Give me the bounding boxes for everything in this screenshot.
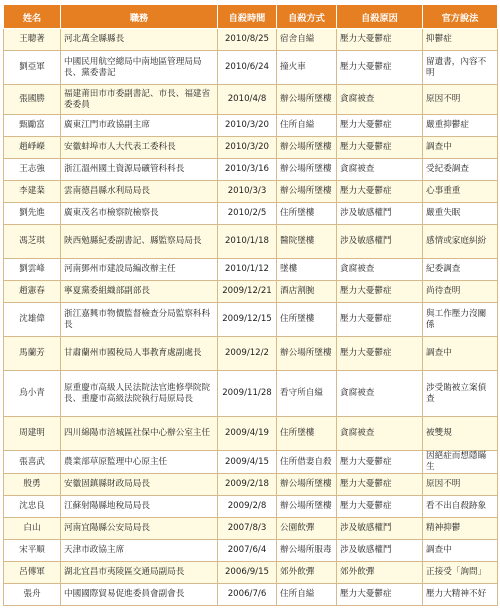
table-row [4, 115, 498, 137]
cell-method: 辦公場所服毒 [277, 540, 337, 562]
cell-official: 原因不明 [423, 85, 498, 115]
cell-official: 受紀委調查 [423, 159, 498, 181]
cell-name: 王聰著 [4, 29, 61, 51]
cell-reason: 郊外飲彈 [337, 562, 423, 584]
cell-position: 河南宜陽縣公安局局長 [61, 518, 218, 540]
cell-name: 宋平順 [4, 540, 61, 562]
cell-reason: 壓力大憂鬱症 [337, 474, 423, 496]
cell-reason: 貪腐被查 [337, 85, 423, 115]
cell-official: 嚴重失眠 [423, 203, 498, 225]
cell-position: 甘肅蘭州市國稅局人事教育處副處長 [61, 337, 218, 371]
cell-date: 2006/7/6 [218, 584, 277, 606]
cell-position: 農業部草原監理中心原主任 [61, 451, 218, 474]
cell-name: 趙憲春 [4, 281, 61, 303]
cell-name: 劉雲峰 [4, 259, 61, 281]
cell-date: 2006/9/15 [218, 562, 277, 584]
cell-reason: 貪腐被查 [337, 159, 423, 181]
officials-table-container [3, 4, 497, 606]
header-position: 職務 [61, 5, 218, 29]
cell-reason: 貪腐被查 [337, 259, 423, 281]
cell-position: 湖北宜昌市夷陵區交通局副局長 [61, 562, 218, 584]
cell-date: 2009/4/15 [218, 451, 277, 474]
cell-method: 看守所自縊 [277, 371, 337, 417]
cell-name: 張喜武 [4, 451, 61, 474]
cell-method: 辦公場所墜樓 [277, 85, 337, 115]
table-row [4, 159, 498, 181]
cell-date: 2010/3/20 [218, 115, 277, 137]
cell-position: 寧夏黨委組織部副部長 [61, 281, 218, 303]
cell-method: 郊外飲彈 [277, 562, 337, 584]
cell-name: 白山 [4, 518, 61, 540]
cell-date: 2010/3/20 [218, 137, 277, 159]
table-row [4, 371, 498, 417]
cell-official: 抑鬱症 [423, 29, 498, 51]
cell-reason: 貪腐被查 [337, 417, 423, 451]
cell-date: 2010/1/12 [218, 259, 277, 281]
cell-name: 沈雄偉 [4, 303, 61, 337]
table-row [4, 203, 498, 225]
cell-official: 嚴重抑鬱症 [423, 115, 498, 137]
cell-position: 安徽固鎮縣財政局局長 [61, 474, 218, 496]
table-row [4, 417, 498, 451]
table-row [4, 181, 498, 203]
table-row [4, 337, 498, 371]
cell-reason: 壓力大憂鬱症 [337, 337, 423, 371]
table-row [4, 474, 498, 496]
cell-method: 住所借妻自殺 [277, 451, 337, 474]
cell-date: 2010/3/16 [218, 159, 277, 181]
header-name: 姓名 [4, 5, 61, 29]
table-row [4, 281, 498, 303]
table-row [4, 451, 498, 474]
cell-reason: 壓力大憂鬱症 [337, 181, 423, 203]
cell-date: 2007/6/4 [218, 540, 277, 562]
cell-method: 辦公場所墜樓 [277, 337, 337, 371]
cell-name: 烏小青 [4, 371, 61, 417]
cell-name: 王志強 [4, 159, 61, 181]
cell-official: 與工作壓力沒關係 [423, 303, 498, 337]
cell-name: 馬蘭芳 [4, 337, 61, 371]
cell-date: 2010/3/3 [218, 181, 277, 203]
cell-date: 2010/2/5 [218, 203, 277, 225]
cell-reason: 壓力大憂鬱症 [337, 115, 423, 137]
cell-reason: 壓力大憂鬱症 [337, 137, 423, 159]
cell-official: 原因不明 [423, 474, 498, 496]
cell-date: 2009/11/28 [218, 371, 277, 417]
cell-date: 2009/2/8 [218, 496, 277, 518]
cell-official: 感情或家庭糾紛 [423, 225, 498, 259]
cell-reason: 貪腐被查 [337, 371, 423, 417]
cell-official: 壓力大精神不好 [423, 584, 498, 606]
cell-official: 涉受賄被立案偵查 [423, 371, 498, 417]
cell-date: 2007/8/3 [218, 518, 277, 540]
cell-name: 周建明 [4, 417, 61, 451]
table-row [4, 540, 498, 562]
cell-position: 雲南德昌縣水利局局長 [61, 181, 218, 203]
cell-position: 江蘇射陽縣地稅局局長 [61, 496, 218, 518]
cell-reason: 壓力大憂鬱症 [337, 584, 423, 606]
table-row [4, 584, 498, 606]
table-row [4, 29, 498, 51]
cell-date: 2010/4/8 [218, 85, 277, 115]
cell-date: 2009/2/18 [218, 474, 277, 496]
table-body [4, 29, 498, 606]
cell-method: 住所自縊 [277, 584, 337, 606]
cell-position: 四川綿陽市涪城區社保中心辦公室主任 [61, 417, 218, 451]
cell-reason: 涉及敏感權鬥 [337, 540, 423, 562]
cell-official: 調查中 [423, 540, 498, 562]
cell-position: 廣東江門市政協副主席 [61, 115, 218, 137]
cell-method: 住所墜樓 [277, 417, 337, 451]
cell-method: 辦公場所墜樓 [277, 137, 337, 159]
cell-date: 2010/1/18 [218, 225, 277, 259]
cell-name: 呂傳軍 [4, 562, 61, 584]
cell-date: 2009/12/21 [218, 281, 277, 303]
cell-method: 酒店割腕 [277, 281, 337, 303]
header-method: 自殺方式 [277, 5, 337, 29]
cell-name: 李建棻 [4, 181, 61, 203]
cell-position: 浙江溫州國土資源局礦管科科長 [61, 159, 218, 181]
table-row [4, 85, 498, 115]
table-row [4, 562, 498, 584]
cell-reason: 壓力大憂鬱症 [337, 281, 423, 303]
cell-reason: 壓力大憂鬱症 [337, 51, 423, 85]
cell-reason: 涉及敏感權鬥 [337, 203, 423, 225]
cell-method: 醫院墜樓 [277, 225, 337, 259]
table-row [4, 496, 498, 518]
cell-position: 原重慶市高級人民法院法官進修學院院長、重慶市高級法院執行局原局長 [61, 371, 218, 417]
cell-name: 劉先進 [4, 203, 61, 225]
cell-position: 廣東茂名市檢察院檢察長 [61, 203, 218, 225]
cell-method: 辦公場所墜樓 [277, 496, 337, 518]
cell-position: 河南鄧州市建設局編改辦主任 [61, 259, 218, 281]
cell-official: 調查中 [423, 337, 498, 371]
cell-date: 2009/4/19 [218, 417, 277, 451]
cell-method: 宿舍自縊 [277, 29, 337, 51]
table-row [4, 518, 498, 540]
table-row [4, 137, 498, 159]
cell-reason: 壓力大憂鬱症 [337, 303, 423, 337]
cell-name: 張國勝 [4, 85, 61, 115]
table-row [4, 259, 498, 281]
cell-method: 住所自縊 [277, 115, 337, 137]
cell-official: 留遺書，內容不明 [423, 51, 498, 85]
cell-date: 2010/6/24 [218, 51, 277, 85]
cell-official: 心事重重 [423, 181, 498, 203]
cell-name: 劉亞軍 [4, 51, 61, 85]
cell-method: 撞火車 [277, 51, 337, 85]
cell-official: 調查中 [423, 137, 498, 159]
header-date: 自殺時間 [218, 5, 277, 29]
cell-name: 張舟 [4, 584, 61, 606]
cell-method: 墜樓 [277, 259, 337, 281]
cell-position: 河北萬全縣縣長 [61, 29, 218, 51]
cell-method: 公園飲彈 [277, 518, 337, 540]
cell-official: 紀委調查 [423, 259, 498, 281]
table-row [4, 51, 498, 85]
table-row [4, 225, 498, 259]
header-official: 官方說法 [423, 5, 498, 29]
cell-reason: 涉及敏感權鬥 [337, 225, 423, 259]
cell-position: 陝西勉縣紀委副書記、縣監察局局長 [61, 225, 218, 259]
cell-position: 安徽蚌埠市人大代表工委科長 [61, 137, 218, 159]
cell-official: 看不出自殺跡象 [423, 496, 498, 518]
table-header-row [4, 5, 498, 29]
cell-reason: 壓力大憂鬱症 [337, 496, 423, 518]
cell-name: 甄勵富 [4, 115, 61, 137]
cell-date: 2009/12/15 [218, 303, 277, 337]
cell-official: 正接受「詢問」 [423, 562, 498, 584]
cell-position: 浙江嘉興市物價監督檢查分局監察科科長 [61, 303, 218, 337]
header-reason: 自殺原因 [337, 5, 423, 29]
cell-position: 中國民用航空總局中南地區管理局局長、黨委書記 [61, 51, 218, 85]
cell-method: 辦公場所墜樓 [277, 159, 337, 181]
cell-reason: 壓力大憂鬱症 [337, 451, 423, 474]
cell-method: 住所墜樓 [277, 303, 337, 337]
cell-position: 中國國際貿易促進委員會副會長 [61, 584, 218, 606]
cell-official: 因絕症而想隱瞞生 [423, 451, 498, 474]
cell-date: 2009/12/2 [218, 337, 277, 371]
officials-suicide-table [3, 4, 498, 606]
cell-official: 精神抑鬱 [423, 518, 498, 540]
table-row [4, 303, 498, 337]
cell-name: 沈忠良 [4, 496, 61, 518]
cell-reason: 涉及敏感權鬥 [337, 518, 423, 540]
cell-position: 福建莆田市市委副書記、市長、福建省委委員 [61, 85, 218, 115]
cell-method: 辦公場所墜樓 [277, 474, 337, 496]
cell-method: 住所墜樓 [277, 203, 337, 225]
cell-name: 殷勇 [4, 474, 61, 496]
cell-official: 被雙規 [423, 417, 498, 451]
cell-method: 辦公場所墜樓 [277, 181, 337, 203]
cell-reason: 壓力大憂鬱症 [337, 29, 423, 51]
cell-name: 趙崢嶸 [4, 137, 61, 159]
cell-date: 2010/8/25 [218, 29, 277, 51]
cell-official: 尚待查明 [423, 281, 498, 303]
cell-name: 馮芝琪 [4, 225, 61, 259]
cell-position: 天津市政協主席 [61, 540, 218, 562]
